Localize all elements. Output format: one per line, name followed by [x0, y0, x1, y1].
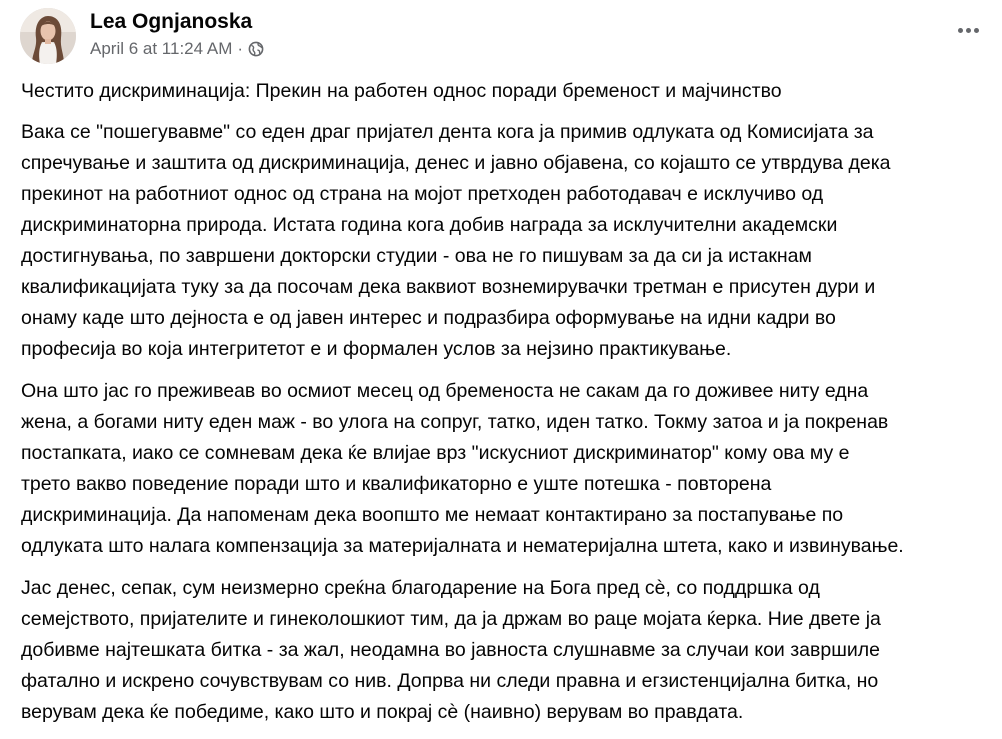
post-title-paragraph: Честито дискриминација: Прекин на работен однос поради бременост и мајчинство [21, 80, 782, 102]
meta-separator: · [237, 39, 244, 58]
more-options-button[interactable] [948, 10, 988, 50]
post-header [20, 8, 988, 64]
author-name[interactable]: Lea Ognjanoska [90, 10, 253, 33]
post-paragraph-3: Јас денес, сепак, сум неизмерно среќна благодарение на Бога пред сѐ, со поддршка од семејството, пријателите и гинеколошкиот тим, да ја држам во раце мојата ќерка. Ние двете ја добивме најтешката битка - за жал, неодамна во јавноста слушнавме за случаи кои завршиле фатално и искрено сочувствувам со нив. Допрва ни следи правна и егзистенцијална битка, но верувам дека ќе победиме, како што и покрај сѐ (наивно) верувам во правдата. [21, 577, 881, 723]
globe-icon[interactable] [248, 41, 264, 57]
author-avatar[interactable] [20, 8, 76, 64]
post-timestamp[interactable]: April 6 at 11:24 AM [90, 39, 233, 58]
profile-photo-icon [20, 8, 76, 64]
post-paragraph-1: Вака се "пошегувавме" со еден драг пријател дента кога ја примив одлуката од Комисијата за спречување и заштита од дискриминација, денес и јавно објавена, со којашто се утврдува дека прекинот на работниот однос од страна на мојот претходен работодавач е исклучиво од дискриминаторна природа. Истата година кога добив награда за исклучителни академски достигнувања, по завршени докторски студии - ова не го пишувам за да си ја истакнам квалификацијата туку за да посочам дека ваквиот вознемирувачки третман е присутен дури и онаму каде што дејноста е од јавен интерес и подразбира оформување на идни кадри во професија во која интегритетот е и формален услов за нејзино практикување. [21, 121, 891, 360]
post-meta [90, 38, 264, 60]
post-body [21, 76, 993, 739]
post-paragraph-2: Она што јас го преживеав во осмиот месец од бременоста не сакам да го доживее ниту една жена, а богами ниту еден маж - во улога на сопруг, татко, иден татко. Токму затоа и ја покренав постапката, иако се сомневам дека ќе влијае врз "искусниот дискриминатор" кому ова му е трето вакво поведение поради што и квалификаторно е уште потешка - повторена дискриминација. Да напоменам дека воопшто ме немаат контактирано за постапување по одлуката што налага компензација за материјалната и нематеријална штета, како и извинување. [21, 380, 904, 557]
more-options-icon [958, 28, 979, 33]
